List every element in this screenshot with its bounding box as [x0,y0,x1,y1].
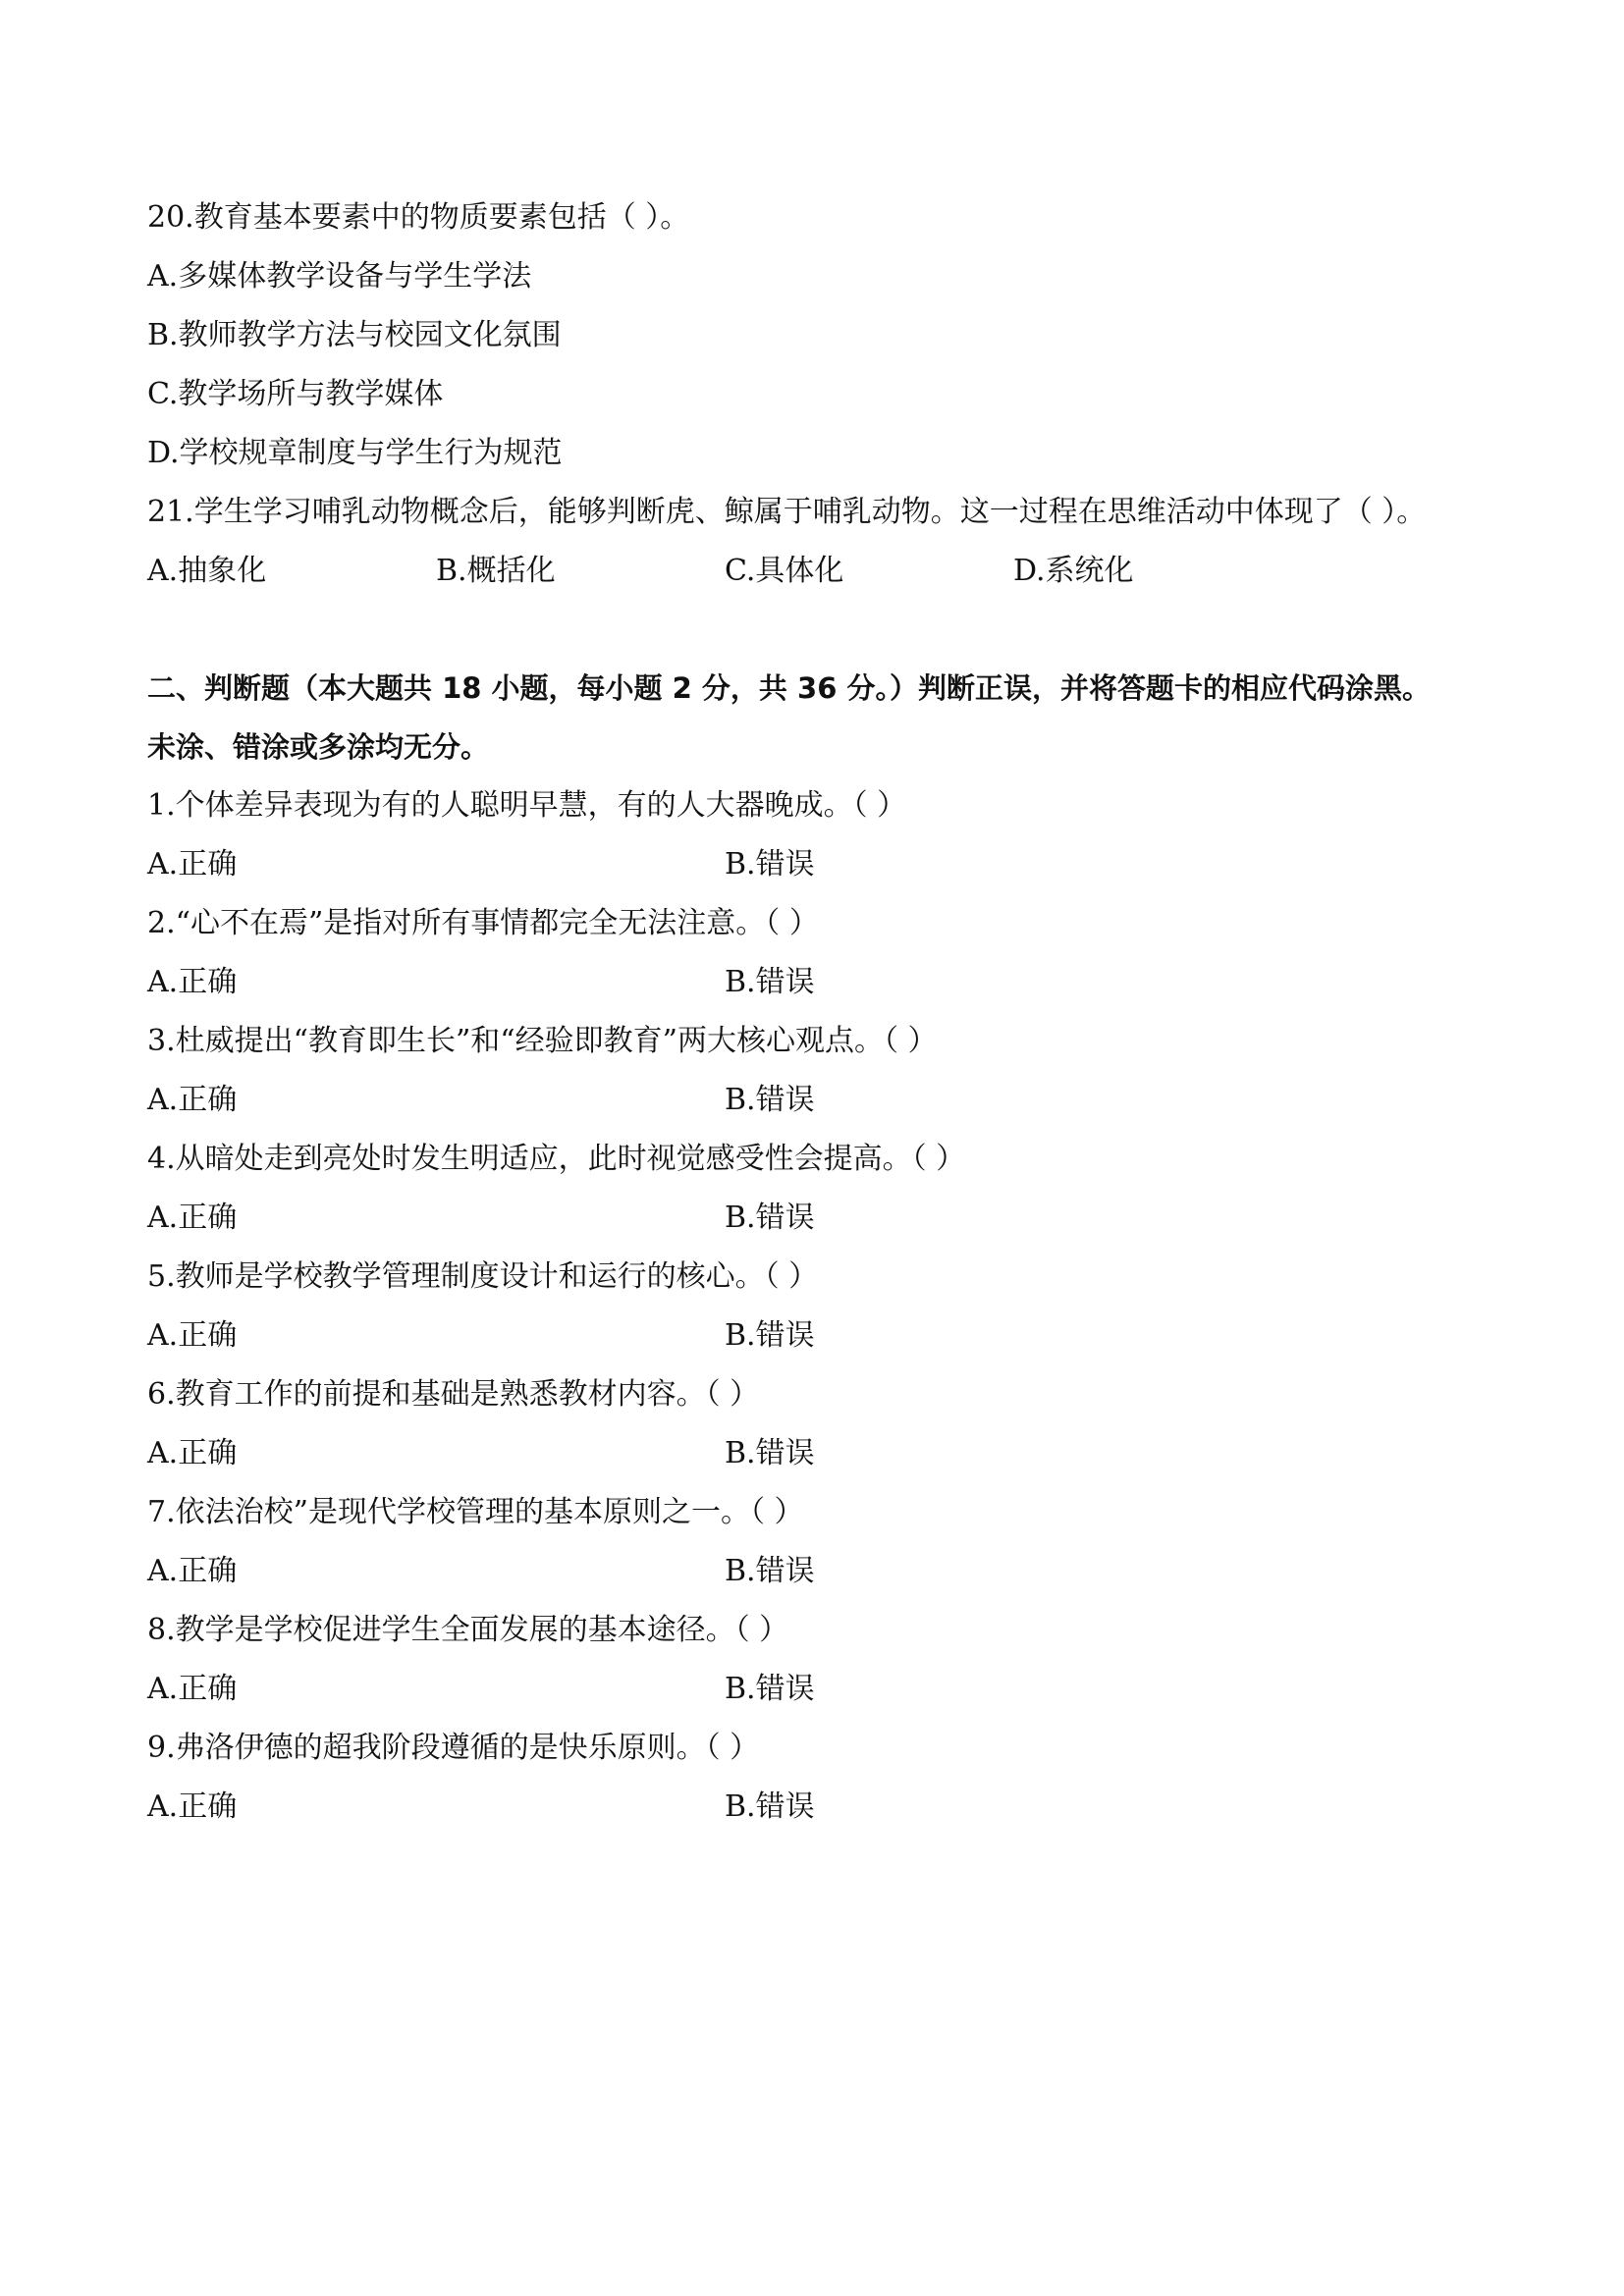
q20-option-b: B.教师教学方法与校园文化氛围 [147,318,562,352]
judgment-5-option-b: B.错误 [725,1318,815,1353]
q20-stem: 20.教育基本要素中的物质要素包括（ ）。 [147,200,690,235]
q20-option-c: C.教学场所与教学媒体 [147,377,444,411]
judgment-3-stem: 3.杜威提出“教育即生长”和“经验即教育”两大核心观点。（ ） [147,1024,938,1058]
judgment-7-option-a: A.正确 [147,1554,238,1588]
q21-option-d: D.系统化 [1013,554,1134,588]
section2-heading-line2: 未涂、错涂或多涂均无分。 [147,730,490,764]
judgment-8-option-b: B.错误 [725,1672,815,1706]
q21-stem: 21.学生学习哺乳动物概念后，能够判断虎、鲸属于哺乳动物。这一过程在思维活动中体现了（ ）。 [147,495,1427,529]
q21-option-c: C.具体化 [725,554,844,588]
judgment-4-option-b: B.错误 [725,1201,815,1235]
q21-option-b: B.概括化 [436,554,556,588]
judgment-9-option-a: A.正确 [147,1789,238,1824]
judgment-1-option-b: B.错误 [725,847,815,881]
judgment-8-option-a: A.正确 [147,1672,238,1706]
judgment-7-option-b: B.错误 [725,1554,815,1588]
judgment-9-stem: 9.弗洛伊德的超我阶段遵循的是快乐原则。（ ） [147,1731,760,1765]
judgment-6-option-a: A.正确 [147,1436,238,1470]
judgment-6-stem: 6.教育工作的前提和基础是熟悉教材内容。（ ） [147,1377,760,1412]
judgment-2-stem: 2.“心不在焉”是指对所有事情都完全无法注意。（ ） [147,906,819,940]
q20-option-d: D.学校规章制度与学生行为规范 [147,436,563,470]
judgment-5-option-a: A.正确 [147,1318,238,1353]
judgment-6-option-b: B.错误 [725,1436,815,1470]
judgment-8-stem: 8.教学是学校促进学生全面发展的基本途径。（ ） [147,1613,789,1647]
judgment-1-option-a: A.正确 [147,847,238,881]
judgment-2-option-b: B.错误 [725,965,815,999]
judgment-9-option-b: B.错误 [725,1789,815,1824]
judgment-3-option-b: B.错误 [725,1083,815,1117]
judgment-5-stem: 5.教师是学校教学管理制度设计和运行的核心。（ ） [147,1259,819,1294]
judgment-4-option-a: A.正确 [147,1201,238,1235]
judgment-3-option-a: A.正确 [147,1083,238,1117]
judgment-1-stem: 1.个体差异表现为有的人聪明早慧，有的人大器晚成。（ ） [147,788,907,823]
judgment-4-stem: 4.从暗处走到亮处时发生明适应，此时视觉感受性会提高。（ ） [147,1142,966,1176]
judgment-2-option-a: A.正确 [147,965,238,999]
q21-option-a: A.抽象化 [147,554,267,588]
q20-option-a: A.多媒体教学设备与学生学法 [147,259,532,294]
judgment-7-stem: 7.依法治校”是现代学校管理的基本原则之一。（ ） [147,1495,804,1529]
section2-heading-line1: 二、判断题（本大题共 18 小题，每小题 2 分，共 36 分。）判断正误，并将答题卡的相应代码涂黑。 [147,671,1431,705]
